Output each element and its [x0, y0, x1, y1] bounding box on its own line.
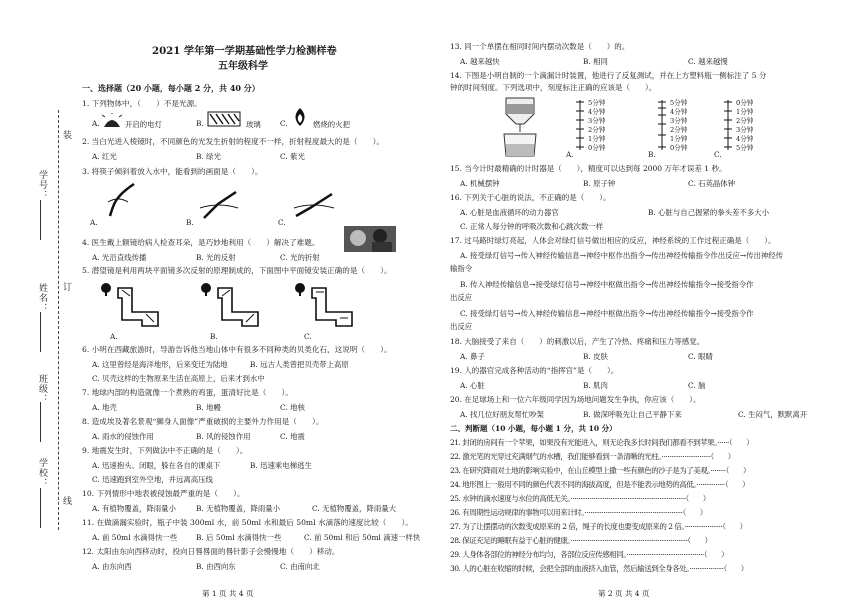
question-4: 4. 医生戴上额镜给病人检查耳朵，是巧妙地利用（ ）解决了难题。: [82, 238, 320, 247]
judge-question-25[interactable]: 25. 水钟的滴水速度与水位的高低无关。·····························································（ ）: [450, 494, 710, 503]
scale-c-ruler: [718, 98, 738, 152]
q17-option-b-continued: 出反应: [450, 293, 473, 302]
binding-label-xian: 线: [61, 496, 71, 506]
chopstick-image-b: [198, 190, 242, 220]
judge-question-22[interactable]: 22. 激光笔的光穿过充满烟气的水槽，我们能够看到一条清晰的光柱。··························（ ）: [450, 452, 735, 461]
judge-question-23[interactable]: 23. 在研究降雨对土地的影响实验中，在山丘模型上撒一些有颜色的沙子是为了美观。········（ ）: [450, 466, 750, 475]
periscope-image-a: [98, 282, 166, 328]
name-label: 姓名：: [37, 283, 47, 313]
student-id-label: 学号：: [37, 170, 47, 200]
section-choice-heading: 一、选择题（20 小题，每小题 2 分，共 40 分）: [82, 83, 260, 93]
q17-option-a-continued: 输指令: [450, 264, 473, 273]
q17-option-a[interactable]: A. 接受绿灯信号→传入神经传输信息→神经中枢作出指令→传出神经传输指令作出反应→传出神经传: [460, 251, 784, 260]
judge-question-21[interactable]: 21. 封闭的房间有一个苹果，如果没有光能进入，则无论我多长时间我们都看不到苹果。······（ ）: [450, 438, 754, 447]
q13-option-c[interactable]: C. 越来越慢: [688, 57, 728, 66]
q11-option-a[interactable]: A. 前 50ml 水滴得快一些: [92, 533, 178, 542]
scale-b-label-2: 3分钟: [670, 117, 688, 125]
lamp-icon: [102, 113, 122, 129]
q9-option-b[interactable]: B. 迅速乘电梯逃生: [250, 461, 312, 470]
scale-b-label-0: 5分钟: [670, 99, 688, 107]
q10-option-b[interactable]: B. 无植物覆盖，降雨量小: [196, 504, 281, 513]
q15-option-b[interactable]: B. 原子钟: [583, 179, 616, 188]
scale-a-label-2: 3分钟: [588, 117, 606, 125]
q1-option-c-text: 燃烧的火把: [313, 120, 350, 129]
binding-label-zhuang: 装: [61, 130, 71, 140]
periscope-image-c: [292, 282, 360, 328]
q10-option-a[interactable]: A. 有植物覆盖，降雨量小: [92, 504, 176, 513]
q11-option-b[interactable]: B. 后 50ml 水滴得快一些: [196, 533, 282, 542]
q7-option-c[interactable]: C. 地核: [280, 403, 305, 412]
q15-option-a[interactable]: A. 机械摆钟: [460, 179, 500, 188]
question-6: 6. 小明在西藏旅游时，导游告诉他当地山体中有很多不同种类的贝类化石，这说明（ ）。: [82, 345, 392, 354]
q16-option-a[interactable]: A. 心脏是血液循环的动力器官: [460, 208, 559, 217]
binding-dashed-line: [58, 110, 59, 530]
question-2: 2. 当白光进入棱镜时，不同颜色的光发生折射的程度不一样，折射程度最大的是（ ）。: [82, 137, 385, 146]
question-14-continued: 钟的时间刻度。下列选项中，刻度标注正确的应该是（ ）。: [450, 83, 657, 92]
page-footer-1: 第 1 页 共 4 页: [202, 589, 254, 598]
q2-option-c[interactable]: C. 紫光: [280, 152, 305, 161]
q5-option-c[interactable]: C.: [304, 332, 312, 341]
q16-option-c[interactable]: C. 正常人每分钟的呼吸次数和心跳次数一样: [460, 222, 604, 231]
q1-option-a-label[interactable]: A.: [92, 119, 100, 128]
q20-option-a[interactable]: A. 找几位好朋友帮忙吵架: [460, 410, 544, 419]
q1-option-b-text: 玻璃: [246, 120, 261, 129]
name-field[interactable]: [40, 312, 41, 352]
q18-option-c[interactable]: C. 眼睛: [688, 352, 713, 361]
q1-option-a-text: 开启的电灯: [125, 120, 162, 129]
question-14: 14. 下图是小明自制的一个滴漏计时装置，他进行了反复测试，并在上方塑料瓶一侧标注了 5 分: [450, 71, 767, 80]
doctor-head-mirror-image: [344, 226, 396, 252]
q4-option-c[interactable]: C. 光的折射: [280, 253, 320, 262]
exam-subtitle: 五年级科学: [218, 61, 268, 72]
q19-option-b[interactable]: B. 肌肉: [583, 381, 608, 390]
scale-a-label-0: 5分钟: [588, 99, 606, 107]
water-clock-apparatus-image: [496, 96, 544, 158]
question-5: 5. 潜望镜是利用两块平面镜多次反射的原理制成的，下面图中平面镜安装正确的是（ ）。: [82, 266, 392, 275]
periscope-image-b: [198, 282, 266, 328]
q12-option-c[interactable]: C. 由南向北: [280, 562, 320, 571]
q9-option-a[interactable]: A. 迅速抱头、闭眼，躲在各自的课桌下: [92, 461, 221, 470]
scale-b-label-1: 4分钟: [670, 108, 688, 116]
binding-label-ding: 订: [61, 282, 71, 292]
scale-a-label-1: 4分钟: [588, 108, 606, 116]
scale-b-label-4: 1分钟: [670, 135, 688, 143]
judge-question-27[interactable]: 27. 为了让摆摆动的次数变成原来的 2 倍，绳子的长度也要变成原来的 2 倍。····················（ ）: [450, 522, 747, 531]
scale-c-label-2: 2分钟: [736, 117, 754, 125]
question-11: 11. 在做滴漏实验时，瓶子中装 300ml 水，前 50ml 水和最后 50ml 水滴落的速度比较（ ）。: [82, 518, 413, 527]
q14-option-c[interactable]: C.: [714, 150, 722, 159]
glass-icon: [207, 110, 241, 128]
torch-icon: [290, 106, 310, 128]
q16-option-b[interactable]: B. 心脏与自己握紧的拳头差不多大小: [648, 208, 769, 217]
question-18: 18. 大脑接受了来自（ ）的刺激以后，产生了冷热、疼痛和压力等感觉。: [450, 337, 705, 346]
question-16: 16. 下列关于心脏的说法，不正确的是（ ）。: [450, 193, 611, 202]
q18-option-b[interactable]: B. 皮肤: [583, 352, 608, 361]
q12-option-b[interactable]: B. 由西向东: [196, 562, 236, 571]
q20-option-c[interactable]: C. 生闷气，默默离开: [738, 410, 808, 419]
q17-option-b[interactable]: B. 传入神经传输信息→接受绿灯信号→神经中枢做出指令→传出神经传输指令→接受指令作: [460, 280, 754, 289]
question-10: 10. 下列情形中地表被侵蚀最严重的是（ ）。: [82, 489, 245, 498]
scale-a-label-3: 2分钟: [588, 126, 606, 134]
binding-margin: [0, 0, 78, 608]
scale-c-label-3: 3分钟: [736, 126, 754, 134]
question-13: 13. 同一个单摆在相同时间内摆动次数是（ ）的。: [450, 42, 630, 51]
q2-option-b[interactable]: B. 绿光: [196, 152, 221, 161]
q3-option-c[interactable]: C.: [278, 218, 286, 227]
question-17: 17. 过马路时绿灯亮起，人体会对绿灯信号做出相应的反应，神经系统的工作过程正确是（ ）。: [450, 236, 776, 245]
question-20: 20. 在足球场上和一位六年级同学因为场地问题发生争执，你应该（ ）。: [450, 395, 701, 404]
q17-option-c[interactable]: C. 接受绿灯信号→传入神经传输信息→神经中枢做出指令→传出神经传输指令→接受指令作: [460, 309, 754, 318]
q2-option-a[interactable]: A. 红光: [92, 152, 117, 161]
scale-b-ruler: [652, 98, 672, 152]
q3-option-a[interactable]: A.: [90, 218, 98, 227]
class-label: 班级：: [37, 374, 47, 404]
school-field[interactable]: [40, 488, 41, 528]
judge-question-30[interactable]: 30. 人的心脏在收缩的时候，会把全部的血液挤入血管，然后输送到全身各处。··················（ ）: [450, 564, 748, 573]
q7-option-b[interactable]: B. 地幔: [196, 403, 221, 412]
q19-option-a[interactable]: A. 心脏: [460, 381, 485, 390]
section-judge-heading: 二、判断题（10 小题，每小题 1 分，共 10 分）: [450, 424, 617, 433]
q5-option-a[interactable]: A.: [110, 332, 118, 341]
q1-option-b-label[interactable]: B.: [196, 119, 204, 128]
q7-option-a[interactable]: A. 地壳: [92, 403, 117, 412]
q4-option-b[interactable]: B. 光的反射: [196, 253, 236, 262]
q19-option-c[interactable]: C. 脑: [688, 381, 706, 390]
scale-c-label-1: 1分钟: [736, 108, 754, 116]
q3-option-b[interactable]: B.: [186, 218, 194, 227]
question-3: 3. 将筷子倾斜着放入水中，能看到的画面是（ ）。: [82, 167, 263, 176]
scale-b-label-3: 2分钟: [670, 126, 688, 134]
q14-option-b[interactable]: B.: [648, 150, 656, 159]
scale-c-label-5: 5分钟: [736, 144, 754, 152]
scale-b-label-5: 0分钟: [670, 144, 688, 152]
exam-title: 2021 学年第一学期基础性学力检测样卷: [152, 45, 337, 57]
q13-option-b[interactable]: B. 相同: [583, 57, 608, 66]
q8-option-b[interactable]: B. 风的侵蚀作用: [196, 432, 251, 441]
q12-option-a[interactable]: A. 由东向西: [92, 562, 132, 571]
chopstick-image-a: [104, 182, 144, 218]
question-7: 7. 地球内部的构造就像一个煮熟的鸡蛋，蛋清好比是（ ）。: [82, 388, 293, 397]
school-label: 学校：: [37, 458, 47, 488]
student-id-field[interactable]: [40, 200, 41, 240]
q10-option-c[interactable]: C. 无植物覆盖，降雨量大: [312, 504, 396, 513]
question-1: 1. 下列物体中，（ ）不是光源。: [82, 99, 202, 108]
right-page: [438, 0, 860, 608]
q5-option-b[interactable]: B.: [210, 332, 218, 341]
scale-a-ruler: [570, 98, 590, 152]
question-19: 19. 人的器官完成各种活动的“指挥官”是（ ）。: [450, 366, 619, 375]
class-field[interactable]: [40, 402, 41, 442]
question-9: 9. 地震发生时，下列做法中不正确的是（ ）。: [82, 446, 248, 455]
q18-option-a[interactable]: A. 鼻子: [460, 352, 485, 361]
q8-option-c[interactable]: C. 地震: [280, 432, 305, 441]
q8-option-a[interactable]: A. 雨水的侵蚀作用: [92, 432, 154, 441]
q20-option-b[interactable]: B. 做深呼吸先让自己平静下来: [583, 410, 682, 419]
q1-option-c-label[interactable]: C.: [280, 119, 288, 128]
scale-a-label-5: 0分钟: [588, 144, 606, 152]
q17-option-c-continued: 出反应: [450, 322, 473, 331]
question-12: 12. 太阳由东向西移动时，投向日晷晷面的晷针影子会慢慢地（ ）移动。: [82, 547, 340, 556]
judge-question-29[interactable]: 29. 人身体各部位的神经分布均匀，各部位反应传感相同。·········································（ ）: [450, 550, 729, 559]
scale-c-label-4: 4分钟: [736, 135, 754, 143]
judge-question-24[interactable]: 24. 地形图上一般用不同的颜色代表不同的海拔高度，但是不能表示地势的高低。···············（ ）: [450, 480, 750, 489]
q4-option-a[interactable]: A. 光沿直线传播: [92, 253, 147, 262]
judge-question-28[interactable]: 28. 保证充足的睡眠有益于心脏的健康。······························································（ ）: [450, 536, 712, 545]
q9-option-c[interactable]: C. 迅速跑到室外空地，并远离高压线: [92, 475, 213, 484]
scale-c-label-0: 0分钟: [736, 99, 754, 107]
q6-option-c[interactable]: C. 贝壳这样的生物原来生活在高原上，后来才到水中: [92, 374, 265, 383]
q13-option-a[interactable]: A. 越来越快: [460, 57, 500, 66]
q11-option-c[interactable]: C. 前 50ml 和后 50ml 滴速一样快: [304, 533, 421, 542]
q6-option-b[interactable]: B. 远古人类曾把贝壳带上高原: [250, 360, 349, 369]
chopstick-image-c: [292, 192, 336, 220]
q14-option-a[interactable]: A.: [566, 150, 574, 159]
question-15: 15. 当今计时最精确的计时器是（ ），精度可以达到每 2000 万年才误差 1 秒。: [450, 164, 727, 173]
q6-option-a[interactable]: A. 这里曾经是海洋地形，后来变迁为陆地: [92, 360, 228, 369]
question-8: 8. 造成埃及著名景观“狮身人面像”严重破损的主要外力作用是（ ）。: [82, 417, 324, 426]
judge-question-26[interactable]: 26. 有周期性运动规律的事物可以用来计时。····················································（ ）: [450, 508, 707, 517]
page-footer-2: 第 2 页 共 4 页: [598, 589, 650, 598]
scale-a-label-4: 1分钟: [588, 135, 606, 143]
q15-option-c[interactable]: C. 石英晶体钟: [688, 179, 736, 188]
